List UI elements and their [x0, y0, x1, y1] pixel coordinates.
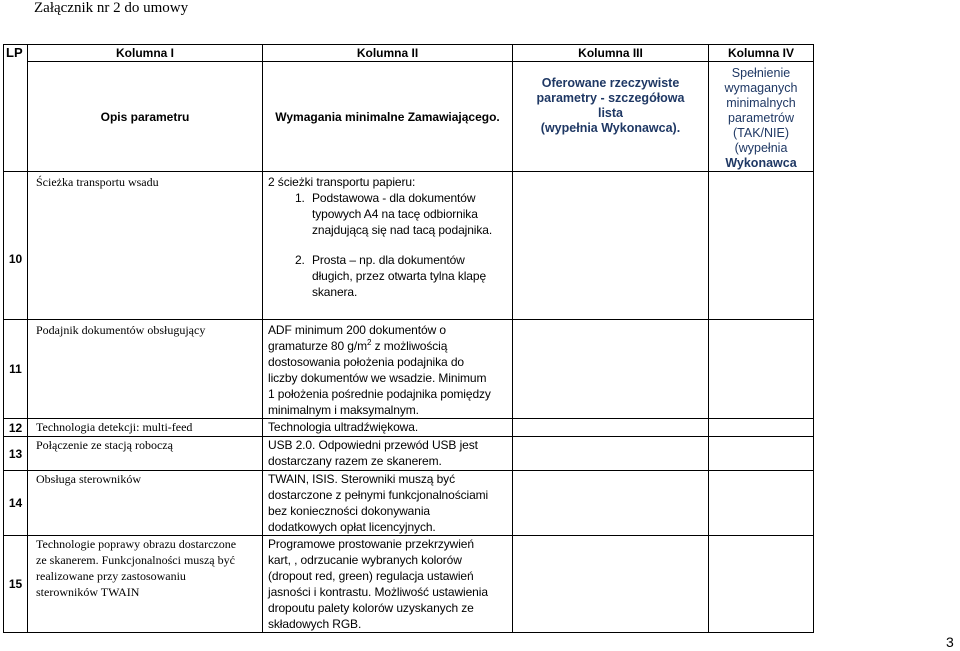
column-label-4: Kolumna IV: [709, 45, 814, 62]
parameter-cell: Połączenie ze stacją roboczą: [28, 437, 263, 471]
compliance-cell: [709, 320, 814, 419]
compliance-cell: [709, 437, 814, 471]
requirement-cell: USB 2.0. Odpowiedni przewód USB jest dostarczany razem ze skanerem.: [263, 437, 513, 471]
offered-parameters-cell: [513, 536, 709, 633]
requirement-cell: Programowe prostowanie przekrzywień kart, , odrzucanie wybranych kolorów (dropout red, green) regulacja ustawień jasności i kontrastu. Możliwość ustawienia dropoutu palety kolorów uzyskanych ze składowych RGB.: [263, 536, 513, 633]
row-number: 13: [4, 437, 28, 471]
table-row: [4, 172, 814, 320]
compliance-cell: [709, 536, 814, 633]
row-number: 11: [4, 320, 28, 419]
requirement-cell: ADF minimum 200 dokumentów o gramaturze 80 $g/m^2$ z możliwością dostosowania położenia podajnika do liczby dokumentów we wsadzie. Minimum 1 położenia pośrednie podajnika pomiędzy minimalnym i maksymalnym.: [263, 320, 513, 419]
compliance-cell: [709, 172, 814, 320]
row-number: 12: [4, 419, 28, 437]
requirement-cell: 2 ścieżki transportu papieru: 1. Podstawowa - dla dokumentów typowych A4 na tacę odbiornika znajdującą się nad tacą podajnika. 2. Prosta – np. dla dokumentów długich, przez otwarta tylna klapę skanera.: [263, 172, 513, 320]
parameter-cell: Technologia detekcji: multi-feed: [28, 419, 263, 437]
compliance-cell: [709, 471, 814, 536]
col1-header: Opis parametru: [28, 62, 263, 172]
requirement-cell: TWAIN, ISIS. Sterowniki muszą być dostarczone z pełnymi funkcjonalnościami bez konieczności dokonywania dodatkowych opłat licencyjnych.: [263, 471, 513, 536]
table-row: [4, 536, 814, 633]
column-label-1: Kolumna I: [28, 45, 263, 62]
page-number: 3: [946, 634, 954, 650]
table-row: [4, 471, 814, 536]
list-item: 1. Podstawowa - dla dokumentów typowych A4 na tacę odbiornika znajdującą się nad tacą podajnika.: [308, 190, 508, 238]
lp-header: LP: [4, 45, 28, 172]
parameter-cell: Obsługa sterowników: [28, 471, 263, 536]
header-row: [4, 62, 814, 172]
column-number-row: [4, 45, 814, 62]
list-item: 2. Prosta – np. dla dokumentów długich, przez otwarta tylna klapę skanera.: [308, 252, 508, 300]
col2-header: Wymagania minimalne Zamawiającego.: [263, 62, 513, 172]
offered-parameters-cell: [513, 471, 709, 536]
compliance-cell: [709, 419, 814, 437]
table-row: [4, 419, 814, 437]
table-row: [4, 437, 814, 471]
offered-parameters-cell: [513, 437, 709, 471]
document-title: Załącznik nr 2 do umowy: [34, 0, 189, 16]
parameter-cell: Ścieżka transportu wsadu: [28, 172, 263, 320]
row-number: 14: [4, 471, 28, 536]
parameter-cell: Technologie poprawy obrazu dostarczone ze skanerem. Funkcjonalności muszą być realizowane przy zastosowaniu sterowników TWAIN: [28, 536, 263, 633]
column-label-2: Kolumna II: [263, 45, 513, 62]
offered-parameters-cell: [513, 419, 709, 437]
column-label-3: Kolumna III: [513, 45, 709, 62]
specification-table: [3, 44, 814, 633]
col3-header: Oferowane rzeczywiste parametry - szczegółowa lista (wypełnia Wykonawca).: [513, 62, 709, 172]
col4-header: Spełnienie wymaganych minimalnych parametrów (TAK/NIE) (wypełnia Wykonawca: [709, 62, 814, 172]
table-row: [4, 320, 814, 419]
offered-parameters-cell: [513, 172, 709, 320]
row-number: 10: [4, 172, 28, 320]
parameter-cell: Podajnik dokumentów obsługujący: [28, 320, 263, 419]
offered-parameters-cell: [513, 320, 709, 419]
row-number: 15: [4, 536, 28, 633]
requirement-cell: Technologia ultradźwiękowa.: [263, 419, 513, 437]
